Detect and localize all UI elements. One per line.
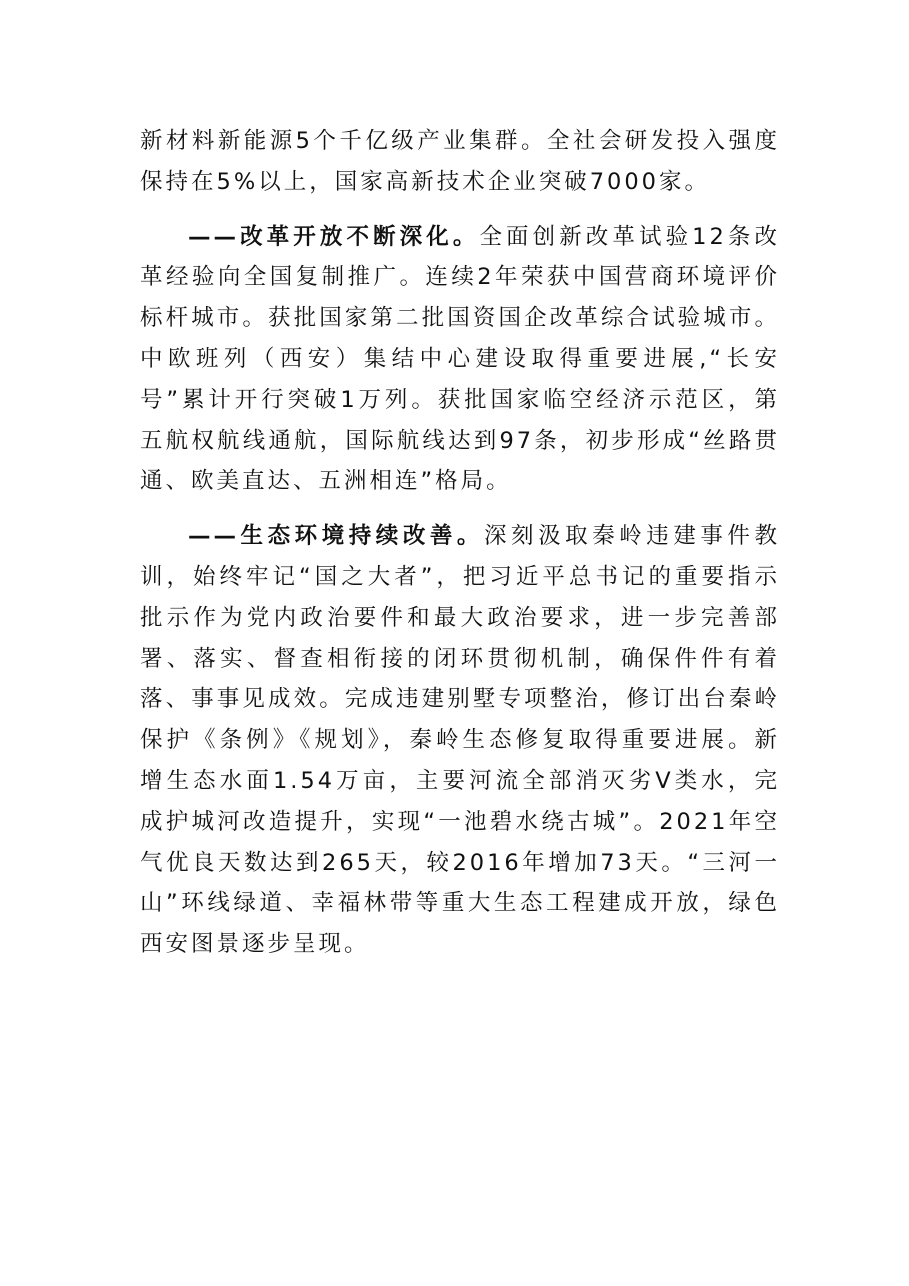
- section-heading-reform: ——改革开放不断深化。: [188, 223, 480, 250]
- paragraph-reform-opening: [140, 217, 780, 503]
- paragraph-gap: [140, 502, 780, 516]
- paragraph-continuation: [140, 121, 780, 203]
- document-page: [140, 121, 780, 965]
- paragraph-gap: [140, 203, 780, 217]
- paragraph-ecology: [140, 516, 780, 965]
- paragraph-body: 深刻汲取秦岭违建事件教训，始终牢记“国之大者”，把习近平总书记的重要指示批示作为党内政治要件和最大政治要求，进一步完善部署、落实、督查相衔接的闭环贯彻机制，确保件件有着落、事事见成效。完成违建别墅专项整治，修订出台秦岭保护《条例》《规划》，秦岭生态修复取得重要进展。新增生态水面1.54万亩，主要河流全部消灭劣V类水，完成护城河改造提升，实现“一池碧水绕古城”。2021年空气优良天数达到265天，较2016年增加73天。“三河一山”环线绿道、幸福林带等重大生态工程建成开放，绿色西安图景逐步呈现。: [140, 523, 780, 958]
- paragraph-body: 全面创新改革试验12条改革经验向全国复制推广。连续2年荣获中国营商环境评价标杆城市。获批国家第二批国资国企改革综合试验城市。中欧班列（西安）集结中心建设取得重要进展,“长安号”累计开行突破1万列。获批国家临空经济示范区，第五航权航线通航，国际航线达到97条，初步形成“丝路贯通、欧美直达、五洲相连”格局。: [140, 223, 780, 495]
- paragraph-body: 新材料新能源5个千亿级产业集群。全社会研发投入强度保持在5%以上，国家高新技术企业突破7000家。: [140, 128, 780, 195]
- section-heading-ecology: ——生态环境持续改善。: [188, 523, 484, 550]
